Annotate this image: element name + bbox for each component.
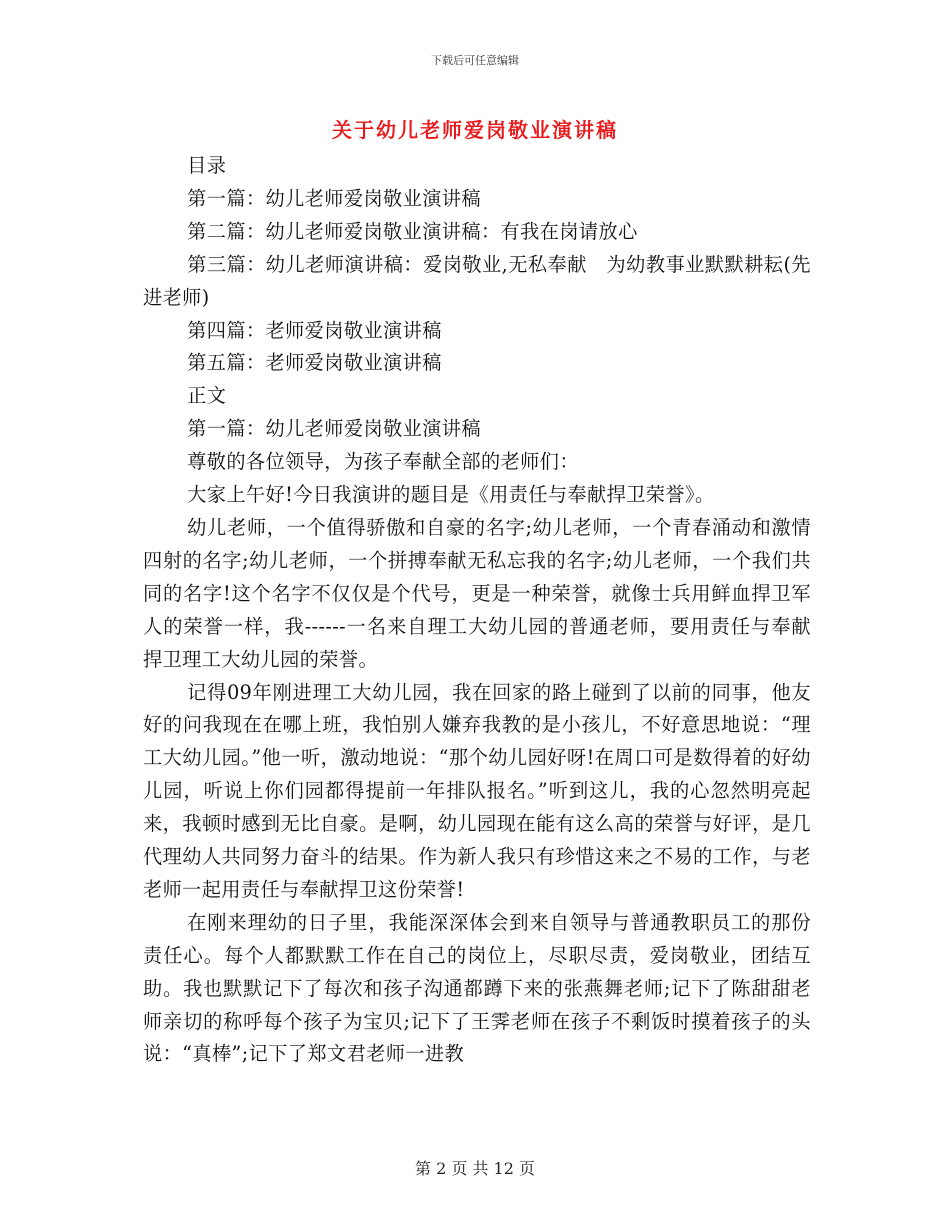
document-title: 关于幼儿老师爱岗敬业演讲稿 — [332, 118, 618, 142]
toc-item-5: 第五篇：老师爱岗敬业演讲稿 — [187, 351, 442, 375]
page-number-footer: 第 2 页 共 12 页 — [415, 1159, 535, 1178]
page-header: 下载后可任意编辑 — [431, 54, 519, 67]
paragraph: 在刚来理幼的日子里，我能深深体会到来自领导与普通教职员工的那份责任心。每个人都默默工作在自己的岗位上，尽职尽责，爱岗敬业，团结互助。我也默默记下了每次和孩子沟通都蹲下来的张燕舞老师;记下了陈甜甜老师亲切的称呼每个孩子为宝贝;记下了王霁老师在孩子不剩饭时摸着孩子的头说：“真棒”;记下了郑文君老师一进教 — [143, 910, 811, 1066]
body-heading: 正文 — [187, 384, 227, 408]
paragraph: 记得09年刚进理工大幼儿园，我在回家的路上碰到了以前的同事，他友好的问我现在在哪上班，我怕别人嫌弃我教的是小孩儿，不好意思地说：“理工大幼儿园。”他一听，激动地说：“那个幼儿园好呀!在周口可是数得着的好幼儿园，听说上你们园都得提前一年排队报名。”听到这儿，我的心忽然明亮起来，我顿时感到无比自豪。是啊，幼儿园现在能有这么高的荣誉与好评，是几代理幼人共同努力奋斗的结果。作为新人我只有珍惜这来之不易的工作，与老老师一起用责任与奉献捍卫这份荣誉! — [143, 680, 811, 901]
greeting: 大家上午好!今日我演讲的题目是《用责任与奉献捍卫荣誉》。 — [187, 483, 715, 507]
paragraph: 幼儿老师，一个值得骄傲和自豪的名字;幼儿老师，一个青春涌动和激情四射的名字;幼儿老师，一个拼搏奉献无私忘我的名字;幼儿老师，一个我们共同的名字!这个名字不仅仅是个代号，更是一种荣誉，就像士兵用鲜血捍卫军人的荣誉一样，我------一名来自理工大幼儿园的普通老师，要用责任与奉献捍卫理工大幼儿园的荣誉。 — [143, 515, 811, 671]
toc-item-3: 第三篇：幼儿老师演讲稿：爱岗敬业,无私奉献 为幼教事业默默耕耘(先进老师) — [143, 252, 811, 309]
toc-heading: 目录 — [187, 154, 227, 177]
document-body — [143, 150, 811, 1071]
salutation: 尊敬的各位领导，为孩子奉献全部的老师们： — [187, 450, 579, 474]
toc-item-4: 第四篇：老师爱岗敬业演讲稿 — [187, 318, 442, 342]
toc-item-2: 第二篇：幼儿老师爱岗敬业演讲稿：有我在岗请放心 — [187, 219, 638, 243]
section-title: 第一篇：幼儿老师爱岗敬业演讲稿 — [187, 417, 481, 441]
toc-item-1: 第一篇：幼儿老师爱岗敬业演讲稿 — [187, 186, 481, 210]
